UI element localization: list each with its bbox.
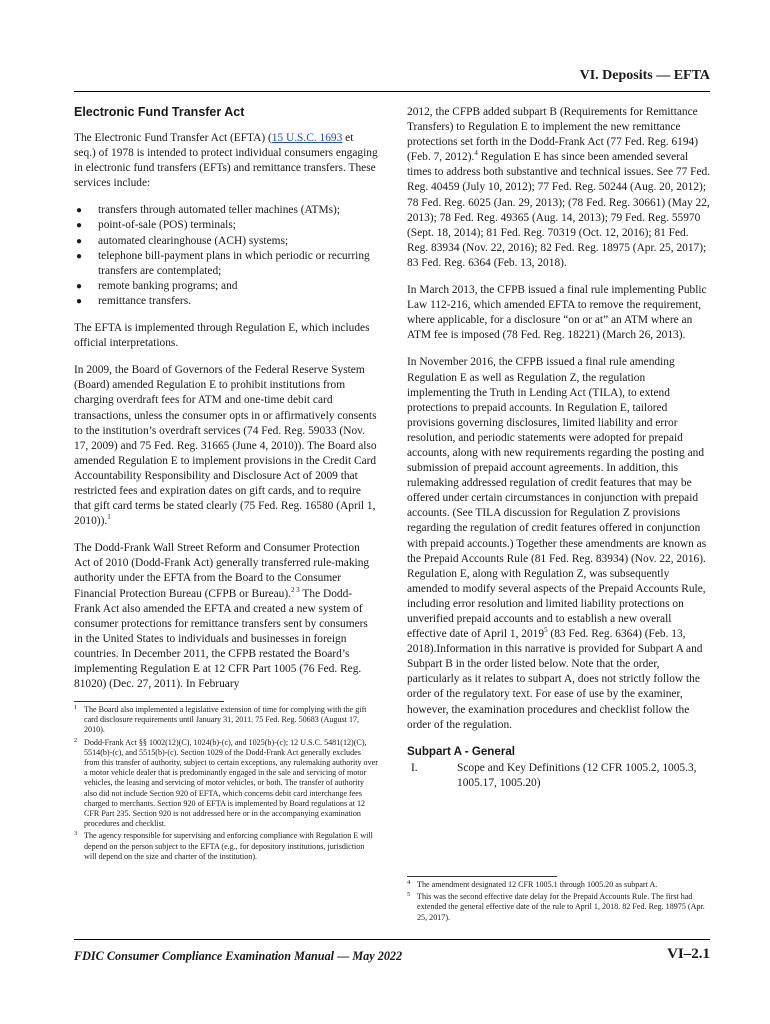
november-2016-text-end: (83 Fed. Reg. 6364) (Feb. 13, 2018).Information in this narrative is provided for Subpart A and Subpart B in the order listed below. Note that the order, particularly as it relates to subpart A, does not strictly follow the order of the regulatory text. For ease of use by the examiner, however, the examination procedures and checklist follow the order of the regulation. <box>407 628 703 731</box>
list-item <box>74 234 378 249</box>
footnote-item <box>407 892 711 923</box>
footnote-text: The agency responsible for supervising and enforcing compliance with Regulation E will depend on the person subject to the EFTA (e.g., for depository institutions, jurisdiction will depend on the size and charter of the institution). <box>84 831 373 861</box>
board-2009-paragraph <box>74 363 378 529</box>
list-item <box>74 294 378 309</box>
footnote-item <box>74 738 378 830</box>
bullet-icon: ● <box>76 295 83 307</box>
november-2016-paragraph <box>407 355 711 732</box>
dodd-frank-paragraph <box>74 541 378 692</box>
footnote-divider <box>74 701 224 702</box>
outline-text: Scope and Key Definitions (12 CFR 1005.2, 1005.3, 1005.17, 1005.20) <box>457 761 697 789</box>
dodd-frank-text-start: The Dodd-Frank Wall Street Reform and Consumer Protection Act of 2010 (Dodd-Frank Act) generally transferred rule-making authority under the EFTA from the Board to the Consumer Financial Protection Bureau (CFPB or Bureau). <box>74 542 370 600</box>
footnotes-left <box>74 705 378 864</box>
left-column <box>74 105 378 704</box>
list-item <box>74 249 378 279</box>
footnote-divider <box>407 876 557 877</box>
section-heading: Electronic Fund Transfer Act <box>74 105 245 119</box>
november-2016-text-start: In November 2016, the CFPB issued a final rule amending Regulation E as well as Regulation Z, the regulation implementing the Truth in Lending Act (TILA), to extend protections to prepaid accounts. In Regulation E, tailored provisions governing disclosures, limited liability and error resolution, and periodic statements were adopted for prepaid accounts, along with new requirements regarding the posting and submission of prepaid account agreements. In addition, this rulemaking addressed regulation of credit features that may be offered under certain circumstances in conjunction with prepaid accounts. (See TILA discussion for Regulation Z provisions regarding the regulation of credit features offered in conjunction with prepaid accounts.) Together these amendments are known as the Prepaid Accounts Rule (81 Fed. Reg. 83934) (Nov. 22, 2016). Regulation E, along with Regulation Z, was subsequently amended to modify several aspects of the Prepaid Accounts Rule, including error resolution and limited liability protections on unverified prepaid accounts and to establish a new overall effective date of April 1, 2019 <box>407 356 707 641</box>
list-item <box>74 203 378 218</box>
footnote-item <box>407 880 711 890</box>
footnote-ref[interactable]: 5 <box>544 626 548 635</box>
footnote-mark: 5 <box>407 891 411 899</box>
bullet-icon: ● <box>76 250 83 262</box>
footnote-item <box>74 831 378 862</box>
march-2013-paragraph: In March 2013, the CFPB issued a final rule implementing Public Law 112-216, which amended EFTA to remove the requirement, where applicable, for a disclosure “on or at” an ATM where an ATM fee is imposed (78 Fed. Reg. 18221) (March 26, 2013). <box>407 284 707 342</box>
usc-link[interactable]: 15 U.S.C. 1693 <box>271 132 343 144</box>
dodd-frank-text-end: The Dodd-Frank Act also amended the EFTA and created a new system of consumer protections for remittance transfers sent by consumers in the United States to individuals and businesses in foreign countries. In December 2011, the CFPB restated the Board’s implementing Regulation E at 12 CFR Part 1005 (76 Fed. Reg. 81020) (Dec. 27, 2011). In February <box>74 587 368 691</box>
subpart-b-text-end: Regulation E has since been amended several times to address both substantive and technical issues. See 77 Fed. Reg. 40459 (July 10, 2012); 77 Fed. Reg. 50244 (Aug. 20, 2012); 78 Fed. Reg. 6025 (Jan. 29, 2013); (78 Fed. Reg. 30661) (May 22, 2013); 78 Fed. Reg. 49365 (Aug. 14, 2013); 79 Fed. Reg. 55970 (Sept. 18, 2014); 81 Fed. Reg. 70319 (Oct. 12, 2016); 81 Fed. Reg. 83934 (Nov. 22, 2016); 82 Fed. Reg. 18975 (Apr. 25, 2017); 83 Fed. Reg. 6364 (Feb. 13, 2018). <box>407 151 711 269</box>
manual-title: FDIC Consumer Compliance Examination Manual — May 2022 <box>74 949 403 963</box>
list-item-text: point-of-sale (POS) terminals; <box>98 219 236 232</box>
footnote-mark: 1 <box>74 704 78 711</box>
bullet-icon: ● <box>76 205 83 217</box>
page-number: VI–2.1 <box>667 946 710 962</box>
footnote-text: The amendment designated 12 CFR 1005.1 through 1005.20 as subpart A. <box>417 880 658 889</box>
page-header <box>74 64 710 92</box>
intro-text-start: The Electronic Fund Transfer Act (EFTA) ( <box>74 132 272 144</box>
services-list <box>74 203 378 309</box>
subpart-b-text-start: 2012, the CFPB added subpart B (Requirements for Remittance Transfers) to Regulation E to implement the new remittance protections set forth in the Dodd-Frank Act (77 Fed. Reg. 6194) (Feb. 7, 2012). <box>407 106 699 164</box>
footnote-ref[interactable]: 4 <box>474 149 478 158</box>
footnote-text: The Board also implemented a legislative extension of time for complying with the gift card disclosure requirements until January 31, 2011. 75 Fed. Reg. 50683 (August 17, 2010). <box>84 705 367 735</box>
outline-number: I. <box>411 761 418 774</box>
footnotes-right <box>407 880 711 925</box>
footnote-mark: 4 <box>407 879 411 886</box>
list-item <box>74 279 378 294</box>
subpart-b-paragraph <box>407 105 711 271</box>
intro-paragraph <box>74 131 378 191</box>
page-footer <box>74 939 710 961</box>
footnote-ref[interactable]: 1 <box>107 513 111 522</box>
list-item-text: telephone bill-payment plans in which periodic or recurring transfers are contemplated; <box>98 249 370 277</box>
bullet-icon: ● <box>76 220 83 232</box>
footnote-mark: 3 <box>74 830 78 838</box>
outline-item <box>407 761 711 791</box>
list-item-text: remittance transfers. <box>98 294 191 307</box>
subpart-a-heading: Subpart A - General <box>407 744 516 758</box>
footnote-mark: 2 <box>74 736 78 744</box>
list-item-text: automated clearinghouse (ACH) systems; <box>98 234 289 247</box>
board-2009-text: In 2009, the Board of Governors of the Federal Reserve System (Board) amended Regulation E to prohibit institutions from charging overdraft fees for ATM and one-time debit card transactions, unless the consumer opts in or affirmatively consents to the institution’s overdraft services (74 Fed. Reg. 59033 (Nov. 17, 2009) and 75 Fed. Reg. 31665 (June 4, 2010)). The Board also amended Regulation E to implement provisions in the Credit Card Accountability Responsibility and Disclosure Act of 2009 that restricted fees and expiration dates on gift cards, and to require that gift card terms be stated clearly (75 Fed. Reg. 16580 (April 1, 2010)). <box>74 364 377 528</box>
right-column <box>407 105 711 791</box>
footnote-text: Dodd-Frank Act §§ 1002(12)(C), 1024(b)-(c), and 1025(b)-(c); 12 U.S.C. 5481(12)(C), 5514(b)-(c), and 5515(b)-(c). Section 1029 of the Dodd-Frank Act generally excludes from this transfer of authority, subject to certain exceptions, any rulemaking authority over a motor vehicle dealer that is predominantly engaged in the sale and servicing of motor vehicles, the leasing and servicing of motor vehicles, or both. The transfer of authority also did not include Section 920 of EFTA, which concerns debit card interchange fees charged to merchants. Section 920 of EFTA is implemented by Board regulations at 12 CFR Part 235. Section 920 is not addressed here or in the accompanying examination procedures and checklist. <box>84 737 378 829</box>
footnote-ref[interactable]: 2 3 <box>291 585 300 594</box>
section-title: VI. Deposits — EFTA <box>579 68 710 83</box>
regulation-e-paragraph: The EFTA is implemented through Regulation E, which includes official interpretations. <box>74 322 370 350</box>
intro-text-end: et seq.) of 1978 is intended to protect individual consumers engaging in electronic fund transfers (EFTs) and remittance transfers. These services include: <box>74 132 378 190</box>
footnote-item <box>74 705 378 736</box>
bullet-icon: ● <box>76 280 83 292</box>
bullet-icon: ● <box>76 235 83 247</box>
list-item-text: remote banking programs; and <box>98 279 238 292</box>
footnote-text: This was the second effective date delay for the Prepaid Accounts Rule. The first had extended the general effective date of the rule to April 1, 2018. 82 Fed. Reg. 18975 (Apr. 25, 2017). <box>417 892 705 922</box>
list-item <box>74 218 378 233</box>
list-item-text: transfers through automated teller machines (ATMs); <box>98 204 340 217</box>
